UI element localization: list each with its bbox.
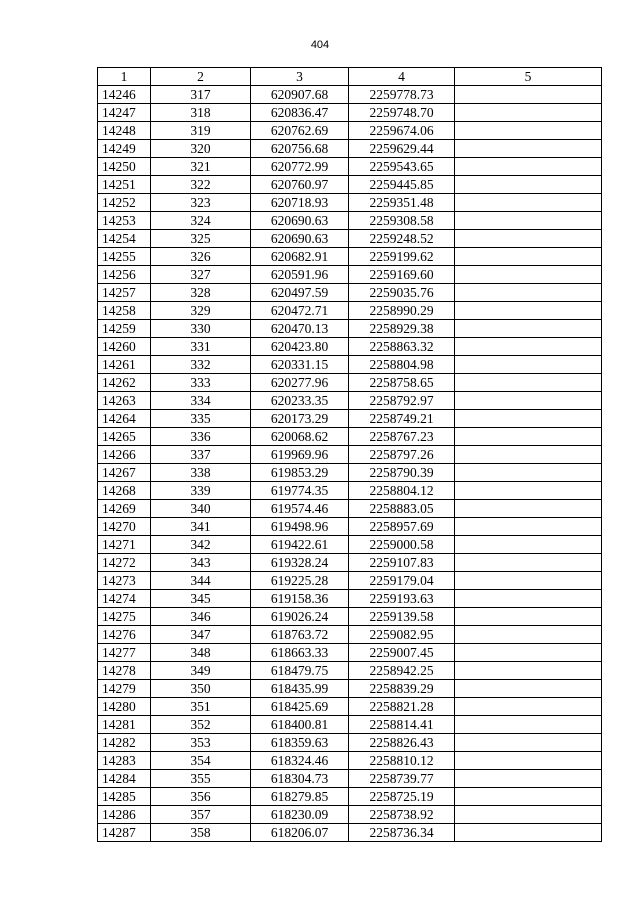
table-cell-col-4: 2259007.45 — [349, 644, 455, 662]
table-cell-col-5 — [455, 338, 602, 356]
table-row — [98, 734, 602, 752]
table-cell-col-1: 14270 — [98, 518, 151, 536]
table-cell-col-5 — [455, 392, 602, 410]
table-cell-col-3: 619328.24 — [251, 554, 349, 572]
table-cell-col-1: 14247 — [98, 104, 151, 122]
table-cell-col-2: 324 — [151, 212, 251, 230]
table-cell-col-4: 2258725.19 — [349, 788, 455, 806]
table-cell-col-4: 2258739.77 — [349, 770, 455, 788]
table-row — [98, 680, 602, 698]
table-cell-col-5 — [455, 752, 602, 770]
table-row — [98, 374, 602, 392]
table-cell-col-5 — [455, 302, 602, 320]
table-cell-col-2: 349 — [151, 662, 251, 680]
table-cell-col-5 — [455, 734, 602, 752]
table-cell-col-5 — [455, 374, 602, 392]
table-cell-col-1: 14283 — [98, 752, 151, 770]
table-cell-col-3: 620233.35 — [251, 392, 349, 410]
table-cell-col-4: 2258929.38 — [349, 320, 455, 338]
table-cell-col-5 — [455, 86, 602, 104]
table-cell-col-4: 2259748.70 — [349, 104, 455, 122]
table-cell-col-2: 356 — [151, 788, 251, 806]
table-row — [98, 500, 602, 518]
table-cell-col-4: 2258749.21 — [349, 410, 455, 428]
table-cell-col-4: 2259193.63 — [349, 590, 455, 608]
table-cell-col-1: 14254 — [98, 230, 151, 248]
table-cell-col-1: 14287 — [98, 824, 151, 842]
table-cell-col-3: 618425.69 — [251, 698, 349, 716]
table-cell-col-1: 14267 — [98, 464, 151, 482]
table-cell-col-1: 14281 — [98, 716, 151, 734]
table-cell-col-5 — [455, 356, 602, 374]
column-header-2: 2 — [151, 68, 251, 86]
table-cell-col-2: 317 — [151, 86, 251, 104]
table-cell-col-5 — [455, 446, 602, 464]
table-cell-col-1: 14274 — [98, 590, 151, 608]
table-cell-col-5 — [455, 590, 602, 608]
table-cell-col-4: 2258810.12 — [349, 752, 455, 770]
table-cell-col-5 — [455, 320, 602, 338]
table-cell-col-5 — [455, 266, 602, 284]
table-cell-col-2: 323 — [151, 194, 251, 212]
table-cell-col-1: 14259 — [98, 320, 151, 338]
table-cell-col-3: 618206.07 — [251, 824, 349, 842]
table-cell-col-1: 14282 — [98, 734, 151, 752]
table-cell-col-5 — [455, 680, 602, 698]
table-cell-col-2: 345 — [151, 590, 251, 608]
table-cell-col-4: 2258767.23 — [349, 428, 455, 446]
table-cell-col-3: 620690.63 — [251, 230, 349, 248]
table-row — [98, 554, 602, 572]
table-cell-col-4: 2258792.97 — [349, 392, 455, 410]
table-cell-col-4: 2259035.76 — [349, 284, 455, 302]
table-cell-col-3: 619225.28 — [251, 572, 349, 590]
table-header-row — [98, 68, 602, 86]
table-cell-col-3: 620068.62 — [251, 428, 349, 446]
table-cell-col-3: 619158.36 — [251, 590, 349, 608]
table-cell-col-2: 333 — [151, 374, 251, 392]
table-row — [98, 338, 602, 356]
table-cell-col-3: 618304.73 — [251, 770, 349, 788]
table-cell-col-1: 14264 — [98, 410, 151, 428]
table-cell-col-1: 14263 — [98, 392, 151, 410]
table-cell-col-5 — [455, 104, 602, 122]
table-cell-col-5 — [455, 482, 602, 500]
table-row — [98, 230, 602, 248]
table-cell-col-2: 358 — [151, 824, 251, 842]
table-cell-col-3: 620682.91 — [251, 248, 349, 266]
table-cell-col-1: 14249 — [98, 140, 151, 158]
table-cell-col-4: 2258814.41 — [349, 716, 455, 734]
table-cell-col-5 — [455, 284, 602, 302]
table-row — [98, 176, 602, 194]
table-cell-col-1: 14278 — [98, 662, 151, 680]
table-cell-col-4: 2259674.06 — [349, 122, 455, 140]
table-cell-col-5 — [455, 158, 602, 176]
table-cell-col-1: 14255 — [98, 248, 151, 266]
table-cell-col-4: 2259082.95 — [349, 626, 455, 644]
table-cell-col-4: 2259107.83 — [349, 554, 455, 572]
table-cell-col-2: 343 — [151, 554, 251, 572]
table-cell-col-5 — [455, 230, 602, 248]
table-cell-col-3: 618479.75 — [251, 662, 349, 680]
table-cell-col-4: 2259199.62 — [349, 248, 455, 266]
table-cell-col-4: 2259248.52 — [349, 230, 455, 248]
table-row — [98, 518, 602, 536]
table-row — [98, 806, 602, 824]
table-cell-col-1: 14258 — [98, 302, 151, 320]
table-cell-col-5 — [455, 644, 602, 662]
coordinates-table — [97, 67, 602, 842]
table-cell-col-3: 620762.69 — [251, 122, 349, 140]
table-row — [98, 644, 602, 662]
table-cell-col-2: 322 — [151, 176, 251, 194]
table-cell-col-4: 2258990.29 — [349, 302, 455, 320]
table-row — [98, 482, 602, 500]
table-cell-col-3: 619498.96 — [251, 518, 349, 536]
table-cell-col-3: 620772.99 — [251, 158, 349, 176]
table-cell-col-2: 341 — [151, 518, 251, 536]
table-cell-col-4: 2259000.58 — [349, 536, 455, 554]
column-header-3: 3 — [251, 68, 349, 86]
table-cell-col-1: 14271 — [98, 536, 151, 554]
table-row — [98, 212, 602, 230]
table-cell-col-4: 2259543.65 — [349, 158, 455, 176]
table-cell-col-5 — [455, 464, 602, 482]
table-cell-col-4: 2258942.25 — [349, 662, 455, 680]
table-row — [98, 266, 602, 284]
table-cell-col-3: 618324.46 — [251, 752, 349, 770]
table-cell-col-2: 350 — [151, 680, 251, 698]
table-cell-col-1: 14251 — [98, 176, 151, 194]
table-cell-col-3: 619969.96 — [251, 446, 349, 464]
table-cell-col-4: 2258804.12 — [349, 482, 455, 500]
table-cell-col-2: 353 — [151, 734, 251, 752]
table-cell-col-3: 620718.93 — [251, 194, 349, 212]
table-cell-col-1: 14277 — [98, 644, 151, 662]
table-cell-col-1: 14265 — [98, 428, 151, 446]
table-row — [98, 86, 602, 104]
table-cell-col-3: 620497.59 — [251, 284, 349, 302]
table-row — [98, 716, 602, 734]
column-header-5: 5 — [455, 68, 602, 86]
table-cell-col-1: 14272 — [98, 554, 151, 572]
table-cell-col-4: 2258863.32 — [349, 338, 455, 356]
table-cell-col-2: 340 — [151, 500, 251, 518]
table-cell-col-1: 14268 — [98, 482, 151, 500]
table-cell-col-2: 321 — [151, 158, 251, 176]
table-cell-col-3: 620756.68 — [251, 140, 349, 158]
table-row — [98, 536, 602, 554]
table-cell-col-3: 620472.71 — [251, 302, 349, 320]
table-cell-col-1: 14246 — [98, 86, 151, 104]
table-cell-col-4: 2258797.26 — [349, 446, 455, 464]
table-cell-col-3: 620277.96 — [251, 374, 349, 392]
table-cell-col-4: 2258839.29 — [349, 680, 455, 698]
table-cell-col-1: 14260 — [98, 338, 151, 356]
table-row — [98, 122, 602, 140]
table-cell-col-3: 619774.35 — [251, 482, 349, 500]
table-cell-col-5 — [455, 572, 602, 590]
table-cell-col-1: 14256 — [98, 266, 151, 284]
table-cell-col-4: 2258790.39 — [349, 464, 455, 482]
table-row — [98, 752, 602, 770]
table-cell-col-4: 2259629.44 — [349, 140, 455, 158]
table-row — [98, 194, 602, 212]
table-cell-col-2: 325 — [151, 230, 251, 248]
table-cell-col-1: 14280 — [98, 698, 151, 716]
table-cell-col-4: 2258758.65 — [349, 374, 455, 392]
table-cell-col-3: 619422.61 — [251, 536, 349, 554]
table-cell-col-2: 334 — [151, 392, 251, 410]
table-cell-col-2: 320 — [151, 140, 251, 158]
table-row — [98, 788, 602, 806]
table-body — [98, 86, 602, 842]
table-cell-col-2: 337 — [151, 446, 251, 464]
table-row — [98, 464, 602, 482]
table-row — [98, 410, 602, 428]
column-header-1: 1 — [98, 68, 151, 86]
table-cell-col-2: 357 — [151, 806, 251, 824]
table-row — [98, 356, 602, 374]
table-cell-col-3: 618230.09 — [251, 806, 349, 824]
table-cell-col-5 — [455, 536, 602, 554]
table-cell-col-2: 339 — [151, 482, 251, 500]
table-row — [98, 104, 602, 122]
table-row — [98, 824, 602, 842]
table-cell-col-4: 2259445.85 — [349, 176, 455, 194]
table-cell-col-1: 14273 — [98, 572, 151, 590]
table-cell-col-2: 346 — [151, 608, 251, 626]
table-row — [98, 662, 602, 680]
table-cell-col-3: 620591.96 — [251, 266, 349, 284]
table-cell-col-1: 14275 — [98, 608, 151, 626]
table-cell-col-3: 620907.68 — [251, 86, 349, 104]
table-cell-col-5 — [455, 824, 602, 842]
table-row — [98, 590, 602, 608]
table-cell-col-2: 335 — [151, 410, 251, 428]
table-row — [98, 302, 602, 320]
table-cell-col-1: 14257 — [98, 284, 151, 302]
table-row — [98, 392, 602, 410]
table-cell-col-5 — [455, 500, 602, 518]
table-cell-col-1: 14253 — [98, 212, 151, 230]
table-cell-col-5 — [455, 176, 602, 194]
table-cell-col-5 — [455, 788, 602, 806]
table-cell-col-4: 2258736.34 — [349, 824, 455, 842]
table-row — [98, 572, 602, 590]
table-cell-col-3: 620423.80 — [251, 338, 349, 356]
table-cell-col-1: 14266 — [98, 446, 151, 464]
table-cell-col-2: 347 — [151, 626, 251, 644]
table-cell-col-3: 618400.81 — [251, 716, 349, 734]
table-cell-col-4: 2259169.60 — [349, 266, 455, 284]
table-row — [98, 698, 602, 716]
table-cell-col-4: 2259351.48 — [349, 194, 455, 212]
table-cell-col-1: 14286 — [98, 806, 151, 824]
table-cell-col-5 — [455, 248, 602, 266]
table-row — [98, 608, 602, 626]
table-row — [98, 284, 602, 302]
column-header-4: 4 — [349, 68, 455, 86]
table-cell-col-1: 14279 — [98, 680, 151, 698]
table-cell-col-3: 620470.13 — [251, 320, 349, 338]
table-row — [98, 626, 602, 644]
table-row — [98, 770, 602, 788]
table-cell-col-5 — [455, 662, 602, 680]
table-row — [98, 140, 602, 158]
table-cell-col-1: 14269 — [98, 500, 151, 518]
table-cell-col-3: 618359.63 — [251, 734, 349, 752]
table-row — [98, 158, 602, 176]
table-cell-col-3: 618279.85 — [251, 788, 349, 806]
table-cell-col-5 — [455, 716, 602, 734]
table-cell-col-1: 14252 — [98, 194, 151, 212]
table-cell-col-1: 14276 — [98, 626, 151, 644]
table-cell-col-2: 352 — [151, 716, 251, 734]
table-cell-col-2: 348 — [151, 644, 251, 662]
table-cell-col-5 — [455, 122, 602, 140]
table-cell-col-5 — [455, 410, 602, 428]
table-cell-col-4: 2259139.58 — [349, 608, 455, 626]
table-cell-col-4: 2258826.43 — [349, 734, 455, 752]
table-cell-col-3: 620331.15 — [251, 356, 349, 374]
table-cell-col-1: 14262 — [98, 374, 151, 392]
table-cell-col-5 — [455, 554, 602, 572]
table-cell-col-3: 620690.63 — [251, 212, 349, 230]
table-cell-col-4: 2259778.73 — [349, 86, 455, 104]
table-cell-col-3: 619853.29 — [251, 464, 349, 482]
table-cell-col-3: 618663.33 — [251, 644, 349, 662]
table-cell-col-5 — [455, 428, 602, 446]
table-cell-col-2: 319 — [151, 122, 251, 140]
table-cell-col-2: 328 — [151, 284, 251, 302]
table-cell-col-5 — [455, 194, 602, 212]
table-cell-col-3: 620760.97 — [251, 176, 349, 194]
table-row — [98, 248, 602, 266]
table-cell-col-2: 338 — [151, 464, 251, 482]
table-cell-col-2: 351 — [151, 698, 251, 716]
table-cell-col-4: 2258957.69 — [349, 518, 455, 536]
table-cell-col-2: 355 — [151, 770, 251, 788]
table-cell-col-4: 2258821.28 — [349, 698, 455, 716]
table-cell-col-3: 620836.47 — [251, 104, 349, 122]
table-cell-col-4: 2259179.04 — [349, 572, 455, 590]
table-cell-col-5 — [455, 626, 602, 644]
table-cell-col-5 — [455, 770, 602, 788]
table-cell-col-1: 14261 — [98, 356, 151, 374]
table-cell-col-2: 332 — [151, 356, 251, 374]
table-cell-col-4: 2258883.05 — [349, 500, 455, 518]
table-cell-col-2: 318 — [151, 104, 251, 122]
table-cell-col-2: 342 — [151, 536, 251, 554]
page-number: 404 — [310, 39, 330, 51]
table-cell-col-3: 618435.99 — [251, 680, 349, 698]
table-cell-col-4: 2258738.92 — [349, 806, 455, 824]
table-cell-col-2: 344 — [151, 572, 251, 590]
table-cell-col-3: 619574.46 — [251, 500, 349, 518]
table-cell-col-1: 14250 — [98, 158, 151, 176]
table-cell-col-3: 620173.29 — [251, 410, 349, 428]
table-cell-col-2: 326 — [151, 248, 251, 266]
table-cell-col-2: 331 — [151, 338, 251, 356]
table-cell-col-4: 2259308.58 — [349, 212, 455, 230]
table-cell-col-2: 354 — [151, 752, 251, 770]
table-cell-col-5 — [455, 608, 602, 626]
table-cell-col-1: 14248 — [98, 122, 151, 140]
table-cell-col-2: 327 — [151, 266, 251, 284]
table-row — [98, 428, 602, 446]
table-cell-col-3: 619026.24 — [251, 608, 349, 626]
table-cell-col-5 — [455, 698, 602, 716]
table-cell-col-2: 329 — [151, 302, 251, 320]
table-cell-col-5 — [455, 140, 602, 158]
table-cell-col-5 — [455, 212, 602, 230]
table-cell-col-2: 330 — [151, 320, 251, 338]
table-row — [98, 320, 602, 338]
table-cell-col-5 — [455, 518, 602, 536]
table-cell-col-3: 618763.72 — [251, 626, 349, 644]
table-cell-col-5 — [455, 806, 602, 824]
table-row — [98, 446, 602, 464]
table-cell-col-4: 2258804.98 — [349, 356, 455, 374]
table-cell-col-1: 14285 — [98, 788, 151, 806]
table-cell-col-1: 14284 — [98, 770, 151, 788]
table-cell-col-2: 336 — [151, 428, 251, 446]
